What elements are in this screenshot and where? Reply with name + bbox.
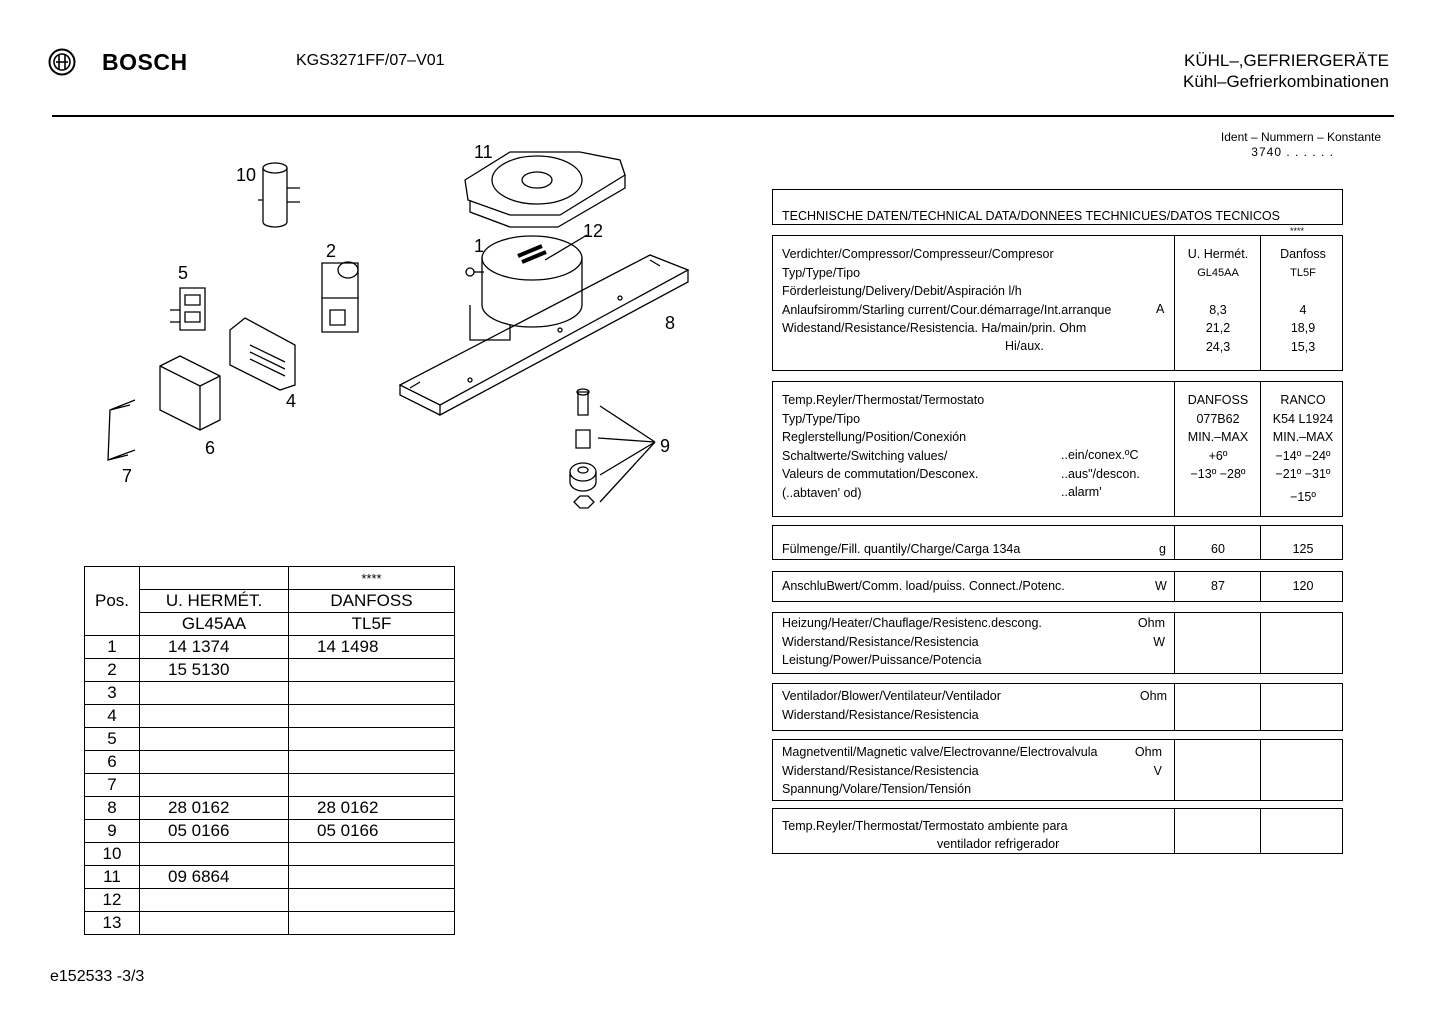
row-pos: 2: [85, 659, 140, 682]
row-col1: 09 6864: [140, 866, 289, 889]
thermostat-label: Valeurs de commutation/Desconex.: [782, 467, 979, 481]
row-col1: [140, 774, 289, 797]
row-col1: [140, 728, 289, 751]
row-pos: 1: [85, 636, 140, 659]
table-row: [85, 889, 455, 912]
thermostat-value-2: MIN.–MAX: [1272, 430, 1334, 444]
fill-label: Fülmenge/Fill. quantily/Charge/Carga 134a: [782, 542, 1021, 556]
blower-label: Ventilador/Blower/Ventilateur/Ventilador: [782, 689, 1001, 703]
callout-11: 11: [474, 142, 493, 162]
compressor-label: Förderleistung/Delivery/Debit/Aspiración l/h: [782, 284, 1022, 298]
overload-protector-part: [160, 356, 220, 430]
compressor-value-2: 15,3: [1290, 339, 1316, 354]
row-col2: [289, 728, 455, 751]
compressor-value-1: GL45AA: [1197, 266, 1239, 279]
compressor-label: Widestand/Resistance/Resistencia. Ha/main/prin. Ohm: [782, 321, 1087, 335]
brand-name: BOSCH: [102, 48, 188, 75]
heater-label: Widerstand/Resistance/Resistencia: [782, 634, 979, 649]
blower-box: [772, 683, 1343, 731]
thermostat-value-1: DANFOSS: [1187, 393, 1249, 407]
hi-aux-label: Hi/aux.: [1005, 339, 1044, 353]
table-row: [85, 912, 455, 935]
table-row: [85, 751, 455, 774]
load-label: AnschluBwert/Comm. load/puiss. Connect./Potenc.: [782, 579, 1065, 593]
valve-unit: Ohm: [1134, 745, 1162, 759]
tech-title-box: [772, 189, 1343, 225]
table-row: [85, 774, 455, 797]
compressor-value-1: 8,3: [1209, 302, 1227, 317]
valve-label: Widerstand/Resistance/Resistencia: [782, 763, 979, 778]
row-col1: [140, 751, 289, 774]
row-col2: [289, 659, 455, 682]
thermostat-switch-label: ..alarm': [1061, 485, 1102, 499]
fill-box: [772, 525, 1343, 560]
callout-5: 5: [178, 263, 189, 283]
tech-stars: ****: [1290, 226, 1305, 236]
heater-unit: Ohm: [1137, 616, 1165, 630]
compressor-box: [772, 235, 1343, 371]
brand-block: [48, 48, 188, 76]
compressor-label: Verdichter/Compressor/Compresseur/Compresor: [782, 247, 1054, 261]
compressor-value-1: 21,2: [1205, 321, 1231, 335]
row-pos: 11: [85, 866, 140, 889]
compressor-value-1: 24,3: [1205, 339, 1231, 354]
heater-label: Heizung/Heater/Chauflage/Resistenc.descong.: [782, 616, 1042, 630]
row-col2: [289, 751, 455, 774]
relay-part: [322, 262, 358, 332]
tech-title: TECHNISCHE DATEN/TECHNICAL DATA/DONNEES TECHNICUES/DATOS TECNICOS: [782, 209, 1280, 223]
row-pos: 10: [85, 843, 140, 866]
ident-value: 3740 . . . . . .: [1251, 145, 1334, 159]
heater-box: [772, 612, 1343, 674]
heater-unit: W: [1153, 634, 1165, 649]
row-col2: [289, 843, 455, 866]
table-row: [85, 843, 455, 866]
row-pos: 7: [85, 774, 140, 797]
thermostat-label: Reglerstellung/Position/Conexión: [782, 430, 967, 444]
thermostat-value-2: −14º −24º: [1275, 448, 1331, 463]
row-col2: 05 0166: [289, 820, 455, 843]
relay-cover-part: [230, 318, 295, 390]
blower-unit: Ohm: [1139, 689, 1167, 703]
row-col1: 05 0166: [140, 820, 289, 843]
valve-label: Magnetventil/Magnetic valve/Electrovanne/Electrovalvula: [782, 745, 1098, 759]
clip-part: [108, 400, 135, 460]
mounting-hardware-part: [570, 389, 655, 508]
row-col1: 28 0162: [140, 797, 289, 820]
bosch-armature-logo-icon: [48, 48, 76, 76]
unit-ampere: A: [1156, 302, 1165, 316]
row-col2: [289, 705, 455, 728]
thermostat-value-1: 077B62: [1196, 411, 1240, 426]
row-pos: 13: [85, 912, 140, 935]
load-unit: W: [1155, 579, 1167, 593]
row-pos: 3: [85, 682, 140, 705]
thermostat-label: Typ/Type/Tipo: [782, 411, 861, 426]
pos-header: Pos.: [85, 567, 140, 636]
valve-box: [772, 739, 1343, 801]
row-col2: [289, 866, 455, 889]
row-col1: [140, 912, 289, 935]
compressor-value-2: 4: [1299, 302, 1307, 317]
model-number: KGS3271FF/07–V01: [296, 52, 445, 69]
document-id: e152533 -3/3: [50, 968, 145, 985]
row-col1: 15 5130: [140, 659, 289, 682]
row-col2: 14 1498: [289, 636, 455, 659]
terminal-block-part: [170, 288, 205, 330]
ambient-thermostat-box: [772, 808, 1343, 854]
row-col1: [140, 889, 289, 912]
table-row: [85, 636, 455, 659]
callout-10: 10: [236, 165, 257, 185]
compressor-value-1: U. Hermét.: [1187, 247, 1249, 261]
table-row: [85, 797, 455, 820]
thermostat-box: [772, 381, 1343, 517]
row-col2: 28 0162: [289, 797, 455, 820]
fill-unit: g: [1159, 542, 1166, 556]
row-pos: 5: [85, 728, 140, 751]
table-row: [85, 820, 455, 843]
capacitor-part: [258, 163, 300, 227]
callout-7: 7: [122, 466, 133, 486]
load-col1: 87: [1211, 579, 1225, 593]
table-row: [85, 659, 455, 682]
row-pos: 8: [85, 797, 140, 820]
table-row: [85, 866, 455, 889]
row-col2: [289, 682, 455, 705]
stars-header: ****: [289, 567, 455, 590]
fill-col2: 125: [1292, 542, 1314, 556]
load-box: [772, 571, 1343, 602]
compressor-value-2: 18,9: [1290, 321, 1316, 335]
thermostat-value-1: +6º: [1208, 448, 1228, 463]
callout-8: 8: [665, 313, 676, 333]
header-divider: [52, 115, 1394, 117]
callout-1: 1: [474, 236, 485, 256]
col2-type: TL5F: [289, 613, 455, 636]
callout-2: 2: [326, 241, 337, 261]
thermostat-value-1: −13º −28º: [1190, 467, 1246, 481]
compressor-label: Typ/Type/Tipo: [782, 265, 861, 280]
thermostat-value-2: RANCO: [1280, 393, 1326, 407]
valve-unit: V: [1153, 763, 1162, 778]
thermostat-value-2: −15º: [1290, 490, 1316, 504]
blower-label: Widerstand/Resistance/Resistencia: [782, 707, 979, 722]
load-col2: 120: [1292, 579, 1314, 593]
callout-4: 4: [286, 391, 297, 411]
thermostat-label: (..abtaven' od): [782, 485, 862, 500]
ambient-label-1: Temp.Reyler/Thermostat/Termostato ambiente para: [782, 819, 1068, 833]
row-col2: [289, 889, 455, 912]
category-title: KÜHL–,GEFRIERGERÄTE: [1184, 51, 1389, 70]
compressor-value-2: TL5F: [1290, 266, 1316, 279]
compressor-label: Anlaufsiromm/Starling current/Cour.démarrage/Int.arranque: [782, 302, 1112, 317]
thermostat-value-2: K54 L1924: [1272, 411, 1334, 426]
row-col1: [140, 682, 289, 705]
callout-9: 9: [660, 436, 671, 456]
category-subtitle: Kühl–Gefrierkombinationen: [1182, 72, 1389, 91]
row-col2: [289, 774, 455, 797]
parts-table: [84, 566, 455, 935]
row-pos: 9: [85, 820, 140, 843]
thermostat-switch-label: ..aus"/descon.: [1061, 466, 1140, 481]
row-pos: 4: [85, 705, 140, 728]
col2-header: DANFOSS: [289, 590, 455, 613]
compressor-value-2: Danfoss: [1280, 247, 1326, 261]
row-col1: [140, 705, 289, 728]
row-pos: 12: [85, 889, 140, 912]
ambient-label-2: ventilador refrigerador: [937, 837, 1060, 851]
valve-label: Spannung/Volare/Tension/Tensión: [782, 782, 972, 796]
row-col1: [140, 843, 289, 866]
col1-type: GL45AA: [140, 613, 289, 636]
fan-housing-part: [465, 152, 625, 227]
row-col2: [289, 912, 455, 935]
col1-header: U. HERMÉT.: [140, 590, 289, 613]
table-row: [85, 705, 455, 728]
thermostat-value-1: MIN.–MAX: [1187, 430, 1249, 444]
callout-6: 6: [205, 438, 216, 458]
thermostat-switch-label: ..ein/conex.ºC: [1061, 448, 1139, 462]
table-row: [85, 728, 455, 751]
table-row: [85, 682, 455, 705]
exploded-parts-drawing: [90, 130, 710, 520]
thermostat-value-2: −21º −31º: [1275, 467, 1331, 481]
fill-col1: 60: [1211, 542, 1225, 556]
row-pos: 6: [85, 751, 140, 774]
thermostat-label: Temp.Reyler/Thermostat/Termostato: [782, 393, 985, 407]
callout-12: 12: [583, 221, 604, 241]
heater-label: Leistung/Power/Puissance/Potencia: [782, 653, 982, 667]
thermostat-label: Schaltwerte/Switching values/: [782, 448, 948, 463]
ident-label: Ident – Nummern – Konstante: [1220, 130, 1381, 144]
row-col1: 14 1374: [140, 636, 289, 659]
